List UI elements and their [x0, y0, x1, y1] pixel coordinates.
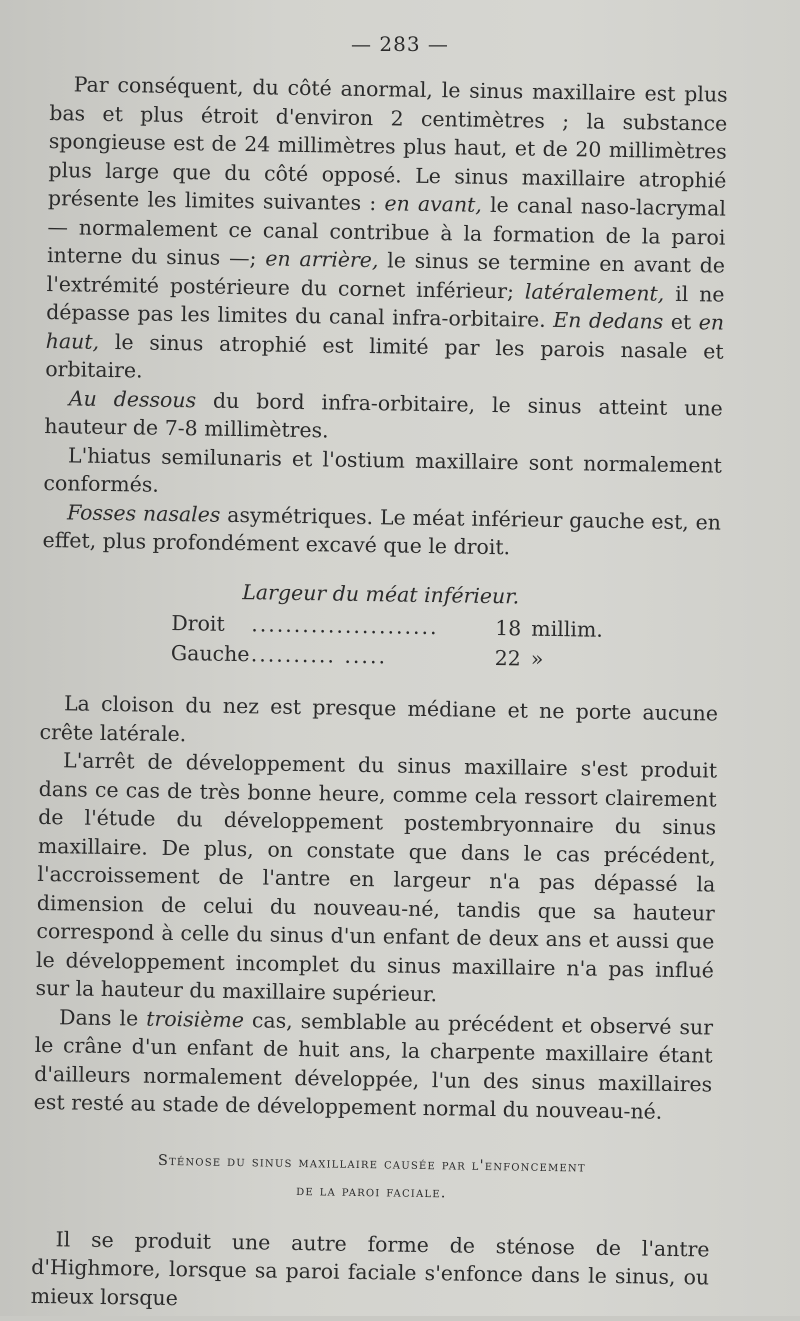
table-title: Largeur du méat inférieur. [242, 579, 520, 608]
paragraph-6: L'arrêt de développement du sinus maxillaire s'est produit dans ce cas de très bonne heure, comme cela ressort clairement de l'étude du développement postembryonnaire du sinus maxillaire. De plus, on constate que dans le cas précédent, l'accroissement de l'antre en largeur n'a pas dépassé la dimension de celui du nouveau-né, tandis que sa hauteur correspond à celle du sinus d'un enfant de deux ans et aussi que le développement incomplet du sinus maxillaire n'a pas influé sur la hauteur du maxillaire supérieur. [35, 748, 718, 1007]
section-heading-line: de la paroi faciale. [296, 1182, 447, 1201]
row-value: 22 [494, 646, 522, 671]
measurement-table [41, 574, 720, 677]
paragraph-5: La cloison du nez est presque médiane et ne porte aucune crête latérale. [39, 691, 719, 746]
leader-dots: .......... ..... [250, 642, 388, 669]
section-heading [32, 1144, 711, 1211]
leader-dots: ...................... [251, 612, 439, 640]
paragraph-8: Il se produit une autre forme de sténose de l'antre d'Highmore, lorsque sa paroi faciale s'enfonce dans le sinus, ou mieux lorsque [30, 1226, 710, 1310]
section-heading-line: Sténose du sinus maxillaire causée par l'enfoncement [157, 1152, 586, 1176]
paragraph-4: Fosses nasales asymétriques. Le méat inférieur gauche est, en effet, plus profondément excavé que le droit. [42, 499, 722, 560]
row-value: 18 [495, 616, 522, 641]
page-body [31, 70, 728, 1320]
paragraph-2: Au dessous du bord infra-orbitaire, le sinus atteint une hauteur de 7-8 millimètres. [44, 385, 723, 443]
paragraph-7: Dans le troisième cas, semblable au précédent et observé sur le crâne d'un enfant de huit ans, la charpente maxillaire étant d'ailleurs normalement développée, l'un des sinus maxillaires est resté au stade de développement normal du nouveau-né. [33, 1004, 714, 1124]
page-number: — 283 — [351, 32, 449, 56]
row-label: Droit [171, 610, 225, 636]
row-unit: » [530, 646, 544, 671]
row-unit: millim. [531, 616, 604, 642]
paragraph-3: L'hiatus semilunaris et l'ostium maxillaire sont normalement conformés. [43, 442, 723, 497]
row-label: Gauche [170, 640, 250, 667]
paragraph-1: Par conséquent, du côté anormal, le sinus maxillaire est plus bas et plus étroit d'environ 2 centimètres ; la substance spongieuse est de 24 millimètres plus haut, et de 20 millimètres plus large que du côté opposé. Le sinus maxillaire atrophié présente les limites suivantes : en avant, le canal naso-lacrymal — normalement ce canal contribue à la formation de la paroi interne du sinus —; en arrière, le sinus se termine en avant de l'extrémité postérieure du cornet inférieur; latéralement, il ne dépasse pas les limites du canal infra-orbitaire. En dedans et en haut, le sinus atrophié est limité par les parois nasale et orbitaire. [45, 72, 728, 383]
